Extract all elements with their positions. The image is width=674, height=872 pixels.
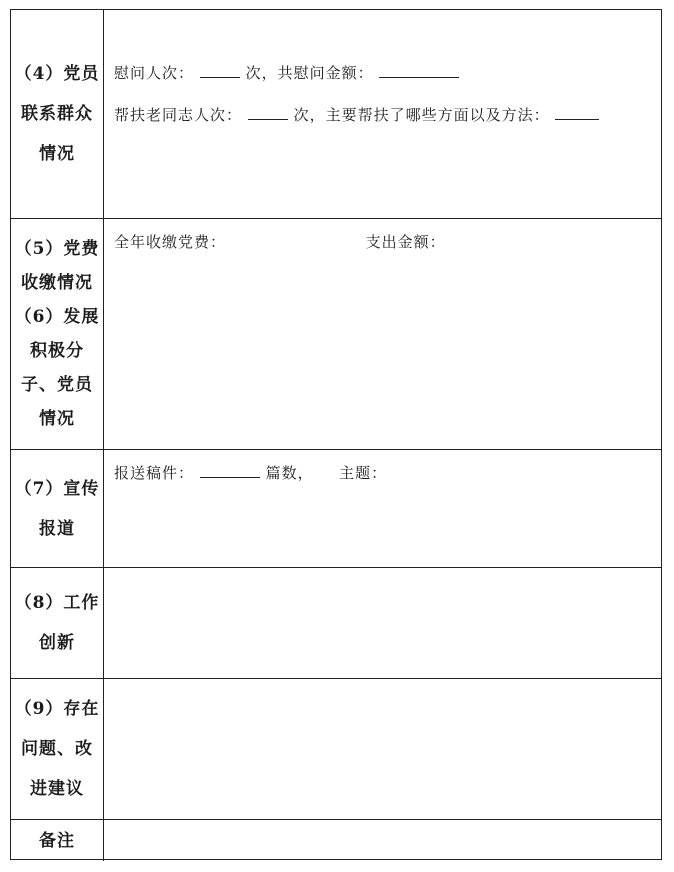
row-content [104, 450, 661, 567]
row-label [11, 10, 104, 218]
publicity-line [114, 462, 387, 483]
dues-line [114, 231, 446, 252]
row-content [104, 219, 661, 449]
row-member-contact [11, 10, 661, 219]
row-content[interactable] [104, 820, 661, 861]
row-content[interactable] [104, 679, 661, 819]
condolence-count-label: 慰问人次： [114, 64, 195, 82]
report-table [10, 9, 662, 860]
row-label [11, 219, 104, 449]
label-text: （8）工作 创新 [14, 593, 100, 653]
assistance-count-blank[interactable] [248, 105, 288, 120]
row-problems-suggestions [11, 679, 661, 820]
row-content [104, 10, 661, 218]
dues-expense-label: 支出金额： [365, 233, 446, 251]
row-label [11, 450, 104, 567]
submission-blank[interactable] [200, 463, 260, 478]
label-text: （4）党员 联系群众 情况 [14, 64, 100, 164]
row-remarks [11, 820, 661, 861]
condolence-count-blank[interactable] [200, 63, 240, 78]
submission-label: 报送稿件： [114, 464, 195, 482]
row-content[interactable] [104, 568, 661, 678]
condolence-line [114, 62, 459, 83]
article-count-label: 篇数， [265, 464, 314, 482]
condolence-amount-label: 次，共慰问金额： [245, 64, 374, 82]
dues-collected-label: 全年收缴党费： [114, 233, 227, 251]
assistance-method-blank[interactable] [555, 105, 599, 120]
row-label [11, 820, 104, 861]
label-text: （5）党费 收缴情况 （6）发展 积极分 子、党员 情况 [14, 239, 100, 429]
topic-label: 主题： [339, 464, 388, 482]
assistance-method-label: 次，主要帮扶了哪些方面以及方法： [293, 106, 550, 124]
label-text: （7）宣传 报道 [14, 478, 100, 539]
row-label [11, 568, 104, 678]
label-text: 备注 [39, 830, 75, 851]
row-party-dues [11, 219, 661, 450]
row-label [11, 679, 104, 819]
condolence-amount-blank[interactable] [379, 63, 459, 78]
label-text: （9）存在 问题、改 进建议 [14, 699, 100, 799]
assistance-count-label: 帮扶老同志人次： [114, 106, 243, 124]
row-work-innovation [11, 568, 661, 679]
row-publicity [11, 450, 661, 568]
assistance-line [114, 104, 599, 125]
